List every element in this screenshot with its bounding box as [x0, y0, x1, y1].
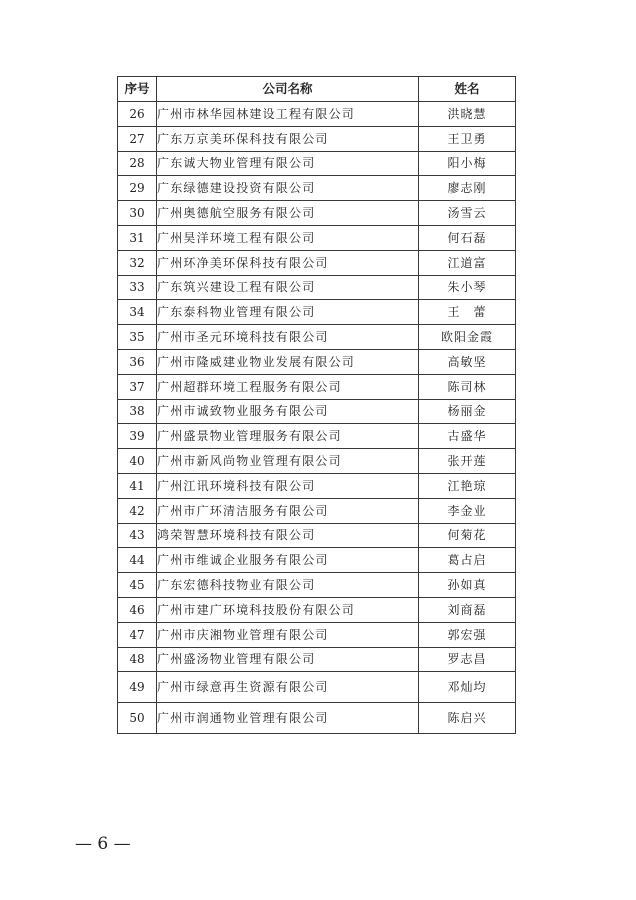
- table-body: [118, 102, 516, 734]
- cell-company-name: 广东泰科物业管理有限公司: [157, 300, 419, 325]
- cell-company-name: 广州昊洋环境工程有限公司: [157, 225, 419, 250]
- cell-person-name: 阳小梅: [419, 151, 516, 176]
- cell-company-name: 广州市隆威建业物业发展有限公司: [157, 349, 419, 374]
- cell-person-name: 陈启兴: [419, 703, 516, 734]
- cell-company-name: 广州市润通物业管理有限公司: [157, 703, 419, 734]
- table-row: [118, 498, 516, 523]
- cell-company-name: 广州盛景物业管理服务有限公司: [157, 424, 419, 449]
- cell-company-name: 广州江讯环境科技有限公司: [157, 473, 419, 498]
- company-roster-table: [117, 76, 516, 734]
- table-row: [118, 703, 516, 734]
- cell-serial-number: 47: [118, 622, 157, 647]
- cell-person-name: 张开莲: [419, 449, 516, 474]
- cell-company-name: 广州市新风尚物业管理有限公司: [157, 449, 419, 474]
- cell-serial-number: 31: [118, 225, 157, 250]
- cell-person-name: 汤雪云: [419, 201, 516, 226]
- table-row: [118, 275, 516, 300]
- cell-serial-number: 39: [118, 424, 157, 449]
- cell-person-name: 江艳琼: [419, 473, 516, 498]
- cell-serial-number: 46: [118, 597, 157, 622]
- cell-person-name: 王 蕾: [419, 300, 516, 325]
- table-row: [118, 225, 516, 250]
- cell-serial-number: 33: [118, 275, 157, 300]
- cell-person-name: 刘商磊: [419, 597, 516, 622]
- table-row: [118, 473, 516, 498]
- cell-person-name: 杨丽金: [419, 399, 516, 424]
- table-header: [118, 77, 516, 102]
- table-row: [118, 573, 516, 598]
- table-row: [118, 176, 516, 201]
- cell-company-name: 广州市林华园林建设工程有限公司: [157, 102, 419, 127]
- cell-serial-number: 48: [118, 647, 157, 672]
- header-person-name: 姓名: [419, 77, 516, 102]
- cell-company-name: 广东诚大物业管理有限公司: [157, 151, 419, 176]
- cell-person-name: 李金业: [419, 498, 516, 523]
- header-company-name: 公司名称: [157, 77, 419, 102]
- cell-company-name: 广东绿德建设投资有限公司: [157, 176, 419, 201]
- cell-serial-number: 38: [118, 399, 157, 424]
- cell-person-name: 高敏坚: [419, 349, 516, 374]
- table-row: [118, 449, 516, 474]
- cell-company-name: 广州环净美环保科技有限公司: [157, 250, 419, 275]
- table-row: [118, 399, 516, 424]
- cell-serial-number: 49: [118, 672, 157, 703]
- cell-company-name: 广东宏德科技物业有限公司: [157, 573, 419, 598]
- header-row: [118, 77, 516, 102]
- cell-company-name: 广州市绿意再生资源有限公司: [157, 672, 419, 703]
- cell-person-name: 古盛华: [419, 424, 516, 449]
- table-row: [118, 672, 516, 703]
- table-row: [118, 424, 516, 449]
- cell-company-name: 广州市庆湘物业管理有限公司: [157, 622, 419, 647]
- table-row: [118, 548, 516, 573]
- cell-person-name: 邓灿均: [419, 672, 516, 703]
- cell-serial-number: 36: [118, 349, 157, 374]
- cell-person-name: 廖志刚: [419, 176, 516, 201]
- cell-company-name: 广东筑兴建设工程有限公司: [157, 275, 419, 300]
- cell-serial-number: 45: [118, 573, 157, 598]
- cell-serial-number: 50: [118, 703, 157, 734]
- cell-serial-number: 43: [118, 523, 157, 548]
- table-row: [118, 151, 516, 176]
- cell-company-name: 广州盛汤物业管理有限公司: [157, 647, 419, 672]
- cell-serial-number: 44: [118, 548, 157, 573]
- cell-person-name: 何石磊: [419, 225, 516, 250]
- cell-company-name: 广东万京美环保科技有限公司: [157, 126, 419, 151]
- cell-serial-number: 37: [118, 374, 157, 399]
- cell-company-name: 广州超群环境工程服务有限公司: [157, 374, 419, 399]
- cell-person-name: 郭宏强: [419, 622, 516, 647]
- table-row: [118, 250, 516, 275]
- table-row: [118, 126, 516, 151]
- table-row: [118, 201, 516, 226]
- cell-serial-number: 42: [118, 498, 157, 523]
- cell-serial-number: 29: [118, 176, 157, 201]
- cell-company-name: 广州奥德航空服务有限公司: [157, 201, 419, 226]
- table-row: [118, 374, 516, 399]
- cell-company-name: 广州市广环清洁服务有限公司: [157, 498, 419, 523]
- table-row: [118, 523, 516, 548]
- cell-person-name: 洪晓慧: [419, 102, 516, 127]
- cell-person-name: 罗志昌: [419, 647, 516, 672]
- cell-person-name: 陈司林: [419, 374, 516, 399]
- cell-serial-number: 28: [118, 151, 157, 176]
- page-number: — 6 —: [75, 834, 131, 854]
- table-row: [118, 597, 516, 622]
- table-row: [118, 102, 516, 127]
- cell-person-name: 欧阳金霞: [419, 325, 516, 350]
- cell-person-name: 葛占启: [419, 548, 516, 573]
- cell-company-name: 广州市建广环境科技股份有限公司: [157, 597, 419, 622]
- cell-serial-number: 26: [118, 102, 157, 127]
- table-row: [118, 647, 516, 672]
- cell-person-name: 孙如真: [419, 573, 516, 598]
- cell-person-name: 江道富: [419, 250, 516, 275]
- table-row: [118, 300, 516, 325]
- cell-serial-number: 34: [118, 300, 157, 325]
- table-row: [118, 622, 516, 647]
- cell-company-name: 广州市诚致物业服务有限公司: [157, 399, 419, 424]
- cell-serial-number: 35: [118, 325, 157, 350]
- table-row: [118, 325, 516, 350]
- cell-company-name: 广州市维诚企业服务有限公司: [157, 548, 419, 573]
- cell-company-name: 鸿荣智慧环境科技有限公司: [157, 523, 419, 548]
- cell-serial-number: 27: [118, 126, 157, 151]
- cell-company-name: 广州市圣元环境科技有限公司: [157, 325, 419, 350]
- cell-person-name: 王卫勇: [419, 126, 516, 151]
- cell-serial-number: 41: [118, 473, 157, 498]
- table-row: [118, 349, 516, 374]
- cell-person-name: 朱小琴: [419, 275, 516, 300]
- cell-serial-number: 32: [118, 250, 157, 275]
- header-serial-number: 序号: [118, 77, 157, 102]
- cell-person-name: 何菊花: [419, 523, 516, 548]
- cell-serial-number: 40: [118, 449, 157, 474]
- cell-serial-number: 30: [118, 201, 157, 226]
